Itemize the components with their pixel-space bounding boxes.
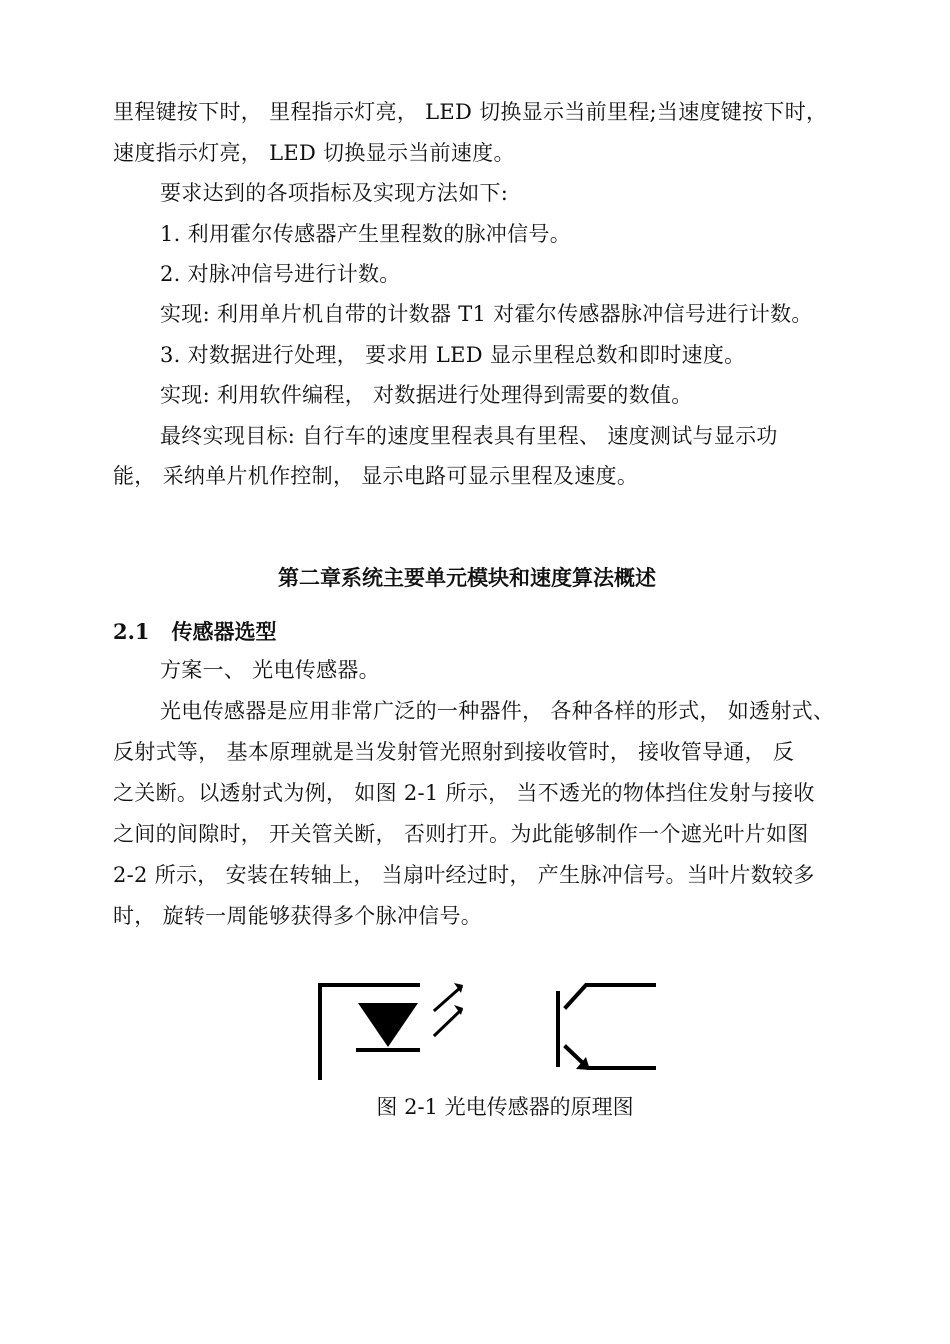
list-item: 3. 对数据进行处理， 要求用 LED 显示里程总数和即时速度。 [160,343,746,367]
collector-wire [566,985,654,1007]
paragraph-line: 里程键按下时， 里程指示灯亮， LED 切换显示当前里程;当速度键按下时， [113,100,828,124]
emitter-wire [320,985,418,1078]
paragraph-line: 速度指示灯亮， LED 切换显示当前速度。 [113,141,515,165]
sensor-schematic [318,975,658,1085]
paragraph-line: 要求达到的各项指标及实现方法如下: [160,181,509,205]
paragraph-line: 之间的间隙时， 开关管关断， 否则打开。为此能够制作一个遮光叶片如图 [113,822,809,846]
section-heading [113,617,277,647]
paragraph-line: 反射式等， 基本原理就是当发射管光照射到接收管时， 接收管导通， 反 [113,740,795,764]
list-item: 1. 利用霍尔传感器产生里程数的脉冲信号。 [160,222,572,246]
section-number: 2.1 [113,619,150,644]
paragraph-line: 光电传感器是应用非常广泛的一种器件， 各种各样的形式， 如透射式、 [160,699,835,723]
chapter-title: 第二章系统主要单元模块和速度算法概述 [278,566,656,590]
paragraph-line: 能， 采纳单片机作控制， 显示电路可显示里程及速度。 [113,464,639,488]
list-item: 2. 对脉冲信号进行计数。 [160,262,401,286]
paragraph-line: 方案一、 光电传感器。 [160,658,380,682]
paragraph-line: 时， 旋转一周能够获得多个脉冲信号。 [113,904,483,928]
implementation-note: 实现: 利用软件编程， 对数据进行处理得到需要的数值。 [160,383,693,407]
light-arrow [435,1010,461,1035]
paragraph-line: 之关断。以透射式为例， 如图 2-1 所示， 当不透光的物体挡住发射与接收 [113,781,815,805]
implementation-note: 实现: 利用单片机自带的计数器 T1 对霍尔传感器脉冲信号进行计数。 [160,302,813,326]
figure-caption: 图 2-1 光电传感器的原理图 [376,1095,634,1119]
diode-triangle [358,1003,418,1047]
paragraph-line: 2-2 所示， 安装在转轴上， 当扇叶经过时， 产生脉冲信号。当叶片数较多 [113,863,815,887]
photoelectric-sensor-figure [318,975,658,1085]
section-title: 传感器选型 [171,620,277,644]
emitter-lead [566,1047,654,1068]
paragraph-line: 最终实现目标: 自行车的速度里程表具有里程、 速度测试与显示功 [160,424,778,448]
